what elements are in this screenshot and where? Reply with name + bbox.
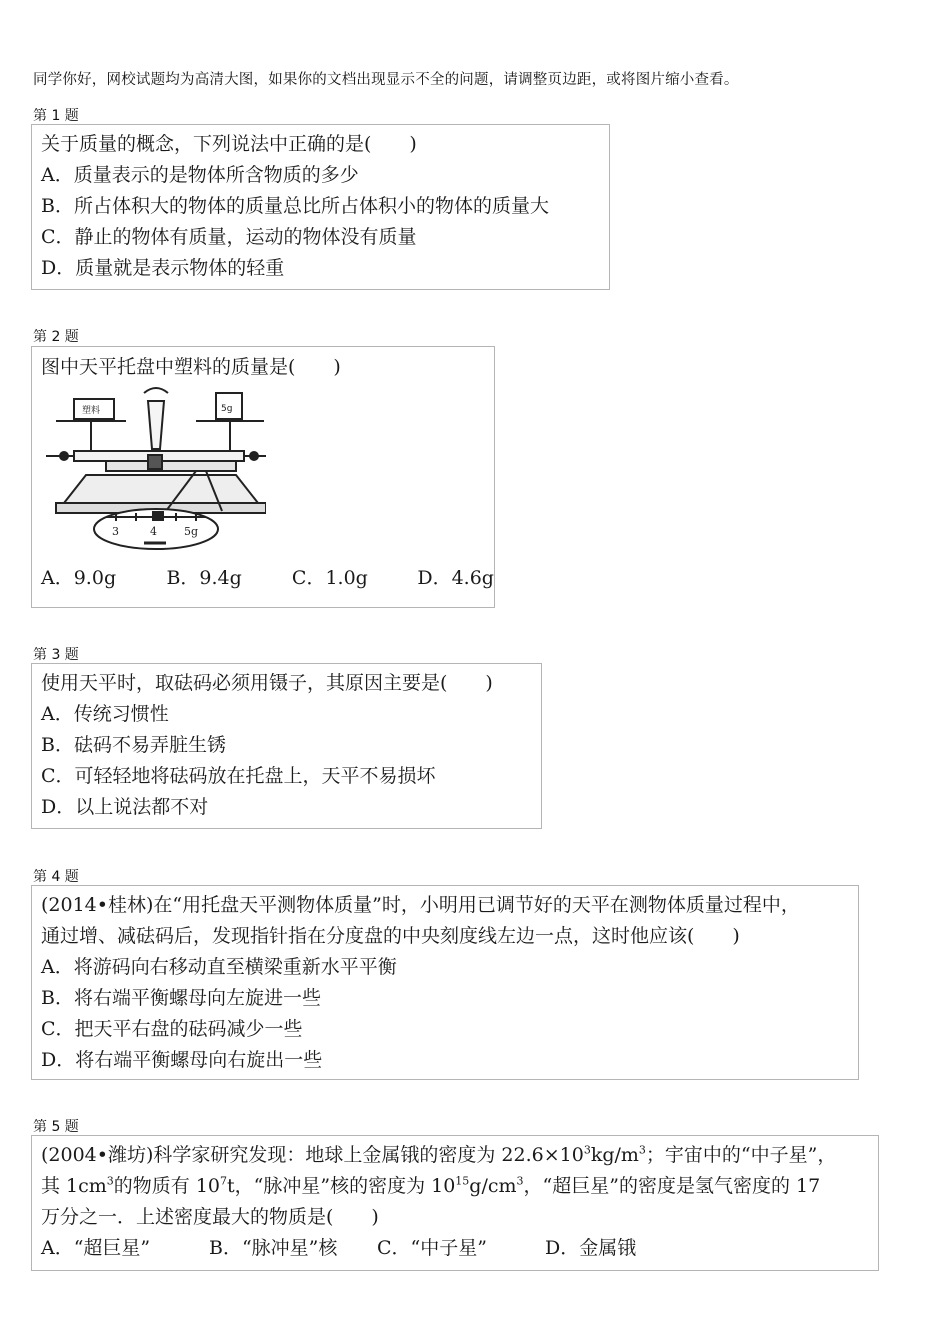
question-1-option-d: D．质量就是表示物体的轻重 xyxy=(41,257,285,279)
q5-l1sup2: 3 xyxy=(638,1143,646,1157)
question-5-stem-line-2 xyxy=(32,1171,878,1202)
question-5-stem-line-1 xyxy=(32,1140,878,1171)
question-3-box xyxy=(31,663,542,829)
question-3-stem: 使用天平时，取砝码必须用镊子，其原因主要是( ) xyxy=(41,672,493,694)
q5-l1b: kg/m xyxy=(590,1144,639,1166)
question-3-option-a: A．传统习惯性 xyxy=(41,703,169,725)
q5-l1sup1: 3 xyxy=(583,1143,591,1157)
question-5-label: 第 5 题 xyxy=(33,1119,79,1135)
question-4-option-d: D．将右端平衡螺母向右旋出一些 xyxy=(41,1049,323,1071)
question-4-option-a: A．将游码向右移动直至横梁重新水平平衡 xyxy=(41,956,397,978)
question-4-option-c: C．把天平右盘的砝码减少一些 xyxy=(41,1018,303,1040)
q5-l2sup3: 15 xyxy=(455,1174,470,1188)
balance-scale-illustration xyxy=(46,383,266,553)
question-2-option-d: D．4.6g xyxy=(417,567,494,589)
question-3-option-d: D．以上说法都不对 xyxy=(41,796,209,818)
question-5-box xyxy=(31,1135,879,1271)
left-pan-label: 塑料 xyxy=(82,406,101,416)
question-1-stem: 关于质量的概念，下列说法中正确的是( ) xyxy=(41,133,417,155)
question-4-box xyxy=(31,885,859,1080)
question-4-option-b: B．将右端平衡螺母向左旋进一些 xyxy=(41,987,321,1009)
question-1-box xyxy=(31,124,610,290)
q5-l2d: g/cm xyxy=(469,1175,517,1197)
question-2-box xyxy=(31,346,495,608)
q5-l1a: (2004•潍坊)科学家研究发现：地球上金属锇的密度为 22.6×10 xyxy=(41,1144,584,1166)
question-1-option-a: A．质量表示的是物体所含物质的多少 xyxy=(41,164,359,186)
question-4-stem-line-2: 通过增、减砝码后，发现指针指在分度盘的中央刻度线左边一点，这时他应该( ) xyxy=(41,925,740,947)
question-2-label: 第 2 题 xyxy=(33,329,79,345)
question-2-option-b: B．9.4g xyxy=(166,567,242,589)
question-5-option-b: B．“脉冲星”核 xyxy=(209,1237,338,1259)
question-2-option-c: C．1.0g xyxy=(291,567,368,589)
q5-l2a: 其 1cm xyxy=(41,1175,107,1197)
q5-l2sup4: 3 xyxy=(516,1174,524,1188)
question-3-option-b: B．砝码不易弄脏生锈 xyxy=(41,734,226,756)
q5-l2sup1: 3 xyxy=(106,1174,114,1188)
scale-label-5g: 5g xyxy=(184,525,199,538)
question-2-options xyxy=(32,563,494,594)
question-5-stem-line-3: 万分之一．上述密度最大的物质是( ) xyxy=(41,1206,379,1228)
question-2-option-a: A．9.0g xyxy=(41,567,117,589)
question-2-stem: 图中天平托盘中塑料的质量是( ) xyxy=(41,356,341,378)
right-pan-weight-label: 5g xyxy=(221,404,233,414)
question-4-label: 第 4 题 xyxy=(33,869,79,885)
q5-l1c: ；宇宙中的“中子星”， xyxy=(645,1144,837,1166)
q5-l2sup2: 7 xyxy=(220,1174,228,1188)
question-1-option-c: C．静止的物体有质量，运动的物体没有质量 xyxy=(41,226,417,248)
q5-l2c: t，“脉冲星”核的密度为 10 xyxy=(227,1175,456,1197)
q5-l2e: ，“超巨星”的密度是氢气密度的 17 xyxy=(523,1175,821,1197)
page-notice: 同学你好，网校试题均为高清大图，如果你的文档出现显示不全的问题，请调整页边距，或将图片缩小查看。 xyxy=(33,72,739,88)
question-3-label: 第 3 题 xyxy=(33,647,79,663)
question-3-option-c: C．可轻轻地将砝码放在托盘上，天平不易损坏 xyxy=(41,765,436,787)
question-4-stem-line-1: (2014•桂林)在“用托盘天平测物体质量”时，小明用已调节好的天平在测物体质量过程中， xyxy=(41,894,800,916)
question-1-label: 第 1 题 xyxy=(33,108,79,124)
scale-label-3: 3 xyxy=(112,525,119,538)
balance-figure xyxy=(32,383,494,553)
scale-label-4: 4 xyxy=(150,525,157,538)
question-5-option-a: A．“超巨星” xyxy=(41,1237,151,1259)
question-5-options xyxy=(32,1233,878,1264)
q5-l2b: 的物质有 10 xyxy=(113,1175,221,1197)
question-5-option-c: C．“中子星” xyxy=(377,1237,487,1259)
question-5-option-d: D．金属锇 xyxy=(545,1237,637,1259)
question-1-option-b: B．所占体积大的物体的质量总比所占体积小的物体的质量大 xyxy=(41,195,549,217)
